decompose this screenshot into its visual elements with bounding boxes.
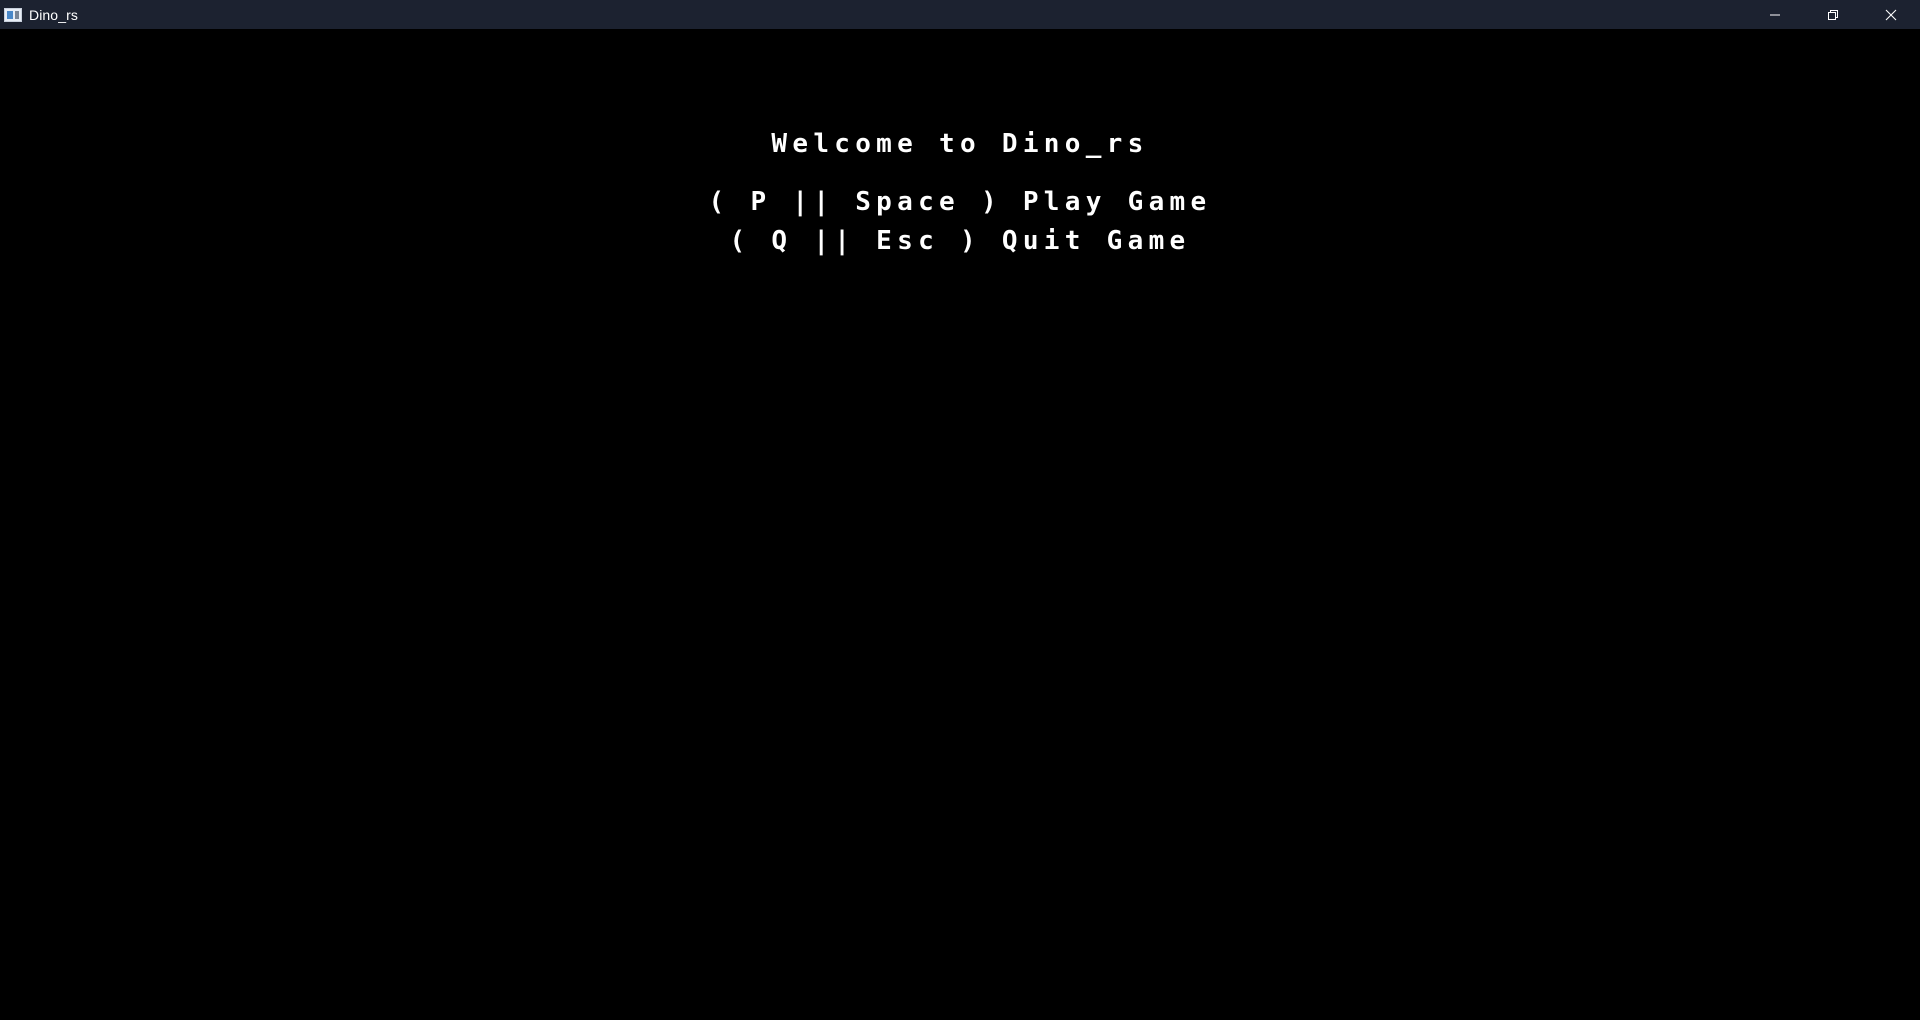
window-controls [1746,0,1920,29]
game-canvas[interactable] [0,29,1920,1020]
minimize-icon [1769,9,1781,21]
minimize-button[interactable] [1746,0,1804,29]
window-title: Dino_rs [29,6,78,23]
title-bar[interactable] [0,0,1920,29]
welcome-title: Welcome to Dino_rs [771,129,1149,159]
play-game-option[interactable]: ( P || Space ) Play Game [708,187,1212,217]
quit-game-option[interactable]: ( Q || Esc ) Quit Game [729,226,1191,256]
app-window-icon [4,8,22,22]
close-icon [1885,9,1897,21]
close-button[interactable] [1862,0,1920,29]
restore-icon [1827,9,1839,21]
restore-button[interactable] [1804,0,1862,29]
